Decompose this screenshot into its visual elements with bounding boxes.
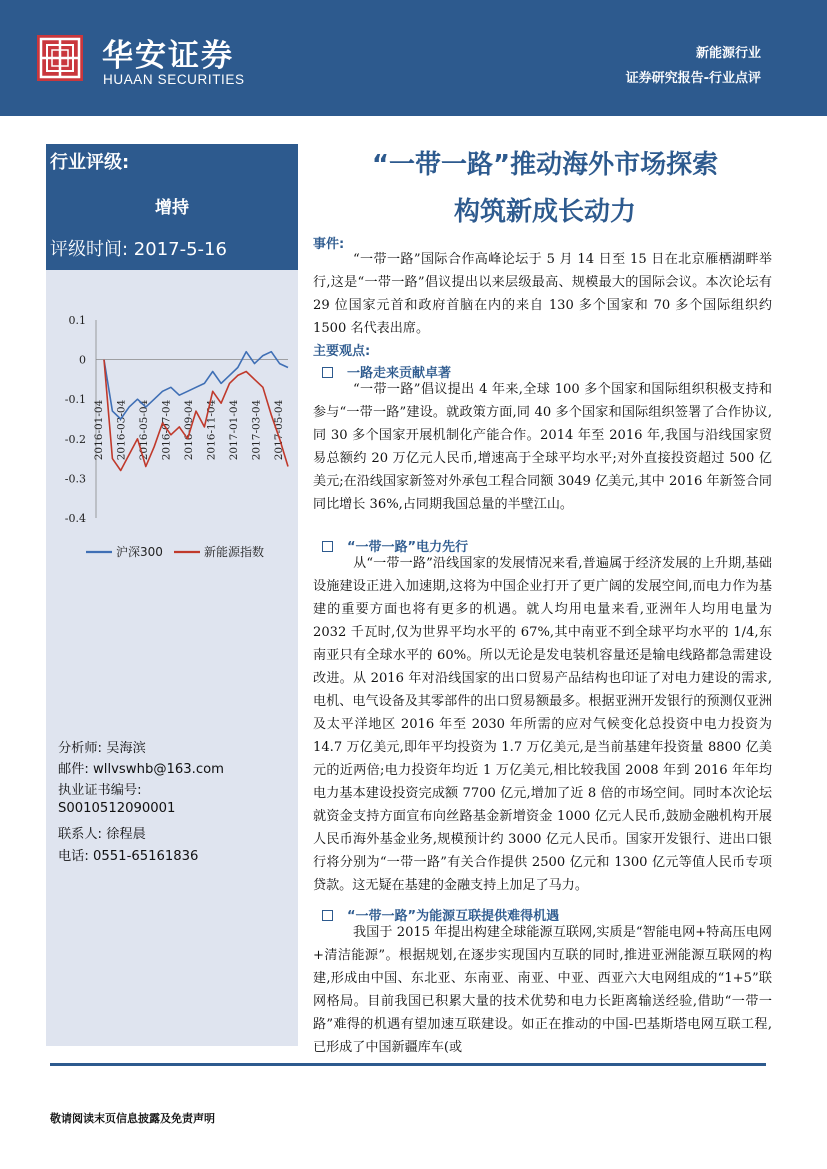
x-tick-label: 2017-03-04 bbox=[250, 399, 263, 461]
company-name-cn: 华安证券 bbox=[102, 38, 234, 74]
legend-label: 新能源指数 bbox=[204, 545, 265, 559]
x-tick-label: 2016-03-04 bbox=[115, 399, 128, 461]
cert-number: S0010512090001 bbox=[58, 801, 176, 816]
event-heading: 事件: bbox=[313, 237, 345, 252]
x-tick-label: 2016-11-04 bbox=[205, 399, 218, 461]
point2-paragraph: 从“一带一路”沿线国家的发展情况来看,普遍属于经济发展的上升期,基础设施建设正进入加速期,这将为中国企业打开了更广阔的发展空间,而电力作为基建的重要方面也将有更多的机遇。就人均用电量来看,亚洲年人均用电量为 2032 千瓦时,仅为世界平均水平的 67%,其中南亚不到全球平均水平的 1/4,东南亚只有全球水平的 60%。所以无论是发电装机容量还是输电线路都急需建设改进。从 2016 年对沿线国家的出口贸易产品结构也印证了对电力建设的需求,电机、电气设备及其零部件的出口贸易额最多。根据亚洲开发银行的预测仅亚洲及太平洋地区 2016 年至 2030 年所需的应对气候变化总投资中电力投资为 14.7 万亿美元,即年平均投资为 1.7 万亿美元,是当前基建年投资量 8800 亿美元的近两倍;电力投资年均近 1 万亿美元,相比较我国 2008 年到 2016 年年均电力基本建设投资完成额 7700 亿元,增加了近 8 倍的市场空间。同时本次论坛就资金支持方面宣布向丝路基金新增资金 1000 亿元人民币,鼓励金融机构开展人民币海外基金业务,规模预计约 3000 亿元人民币。国家开发银行、进出口银行将分别为“一带一路”有关合作提供 2500 亿元和 1300 亿元等值人民币专项贷款。这无疑在基建的金融支持上加足了马力。 bbox=[313, 556, 772, 893]
analyst-email: 邮件: wllvswhb@163.com bbox=[58, 762, 225, 777]
performance-chart bbox=[46, 300, 298, 575]
y-tick-label: -0.1 bbox=[64, 393, 86, 407]
report-title-line2: 构筑新成长动力 bbox=[453, 197, 636, 227]
footer-divider bbox=[50, 1063, 766, 1066]
contact-phone: 电话: 0551-65161836 bbox=[58, 849, 199, 864]
company-logo-icon bbox=[37, 35, 83, 81]
y-tick-label: -0.4 bbox=[64, 512, 86, 525]
x-tick-label: 2017-01-04 bbox=[228, 399, 240, 461]
x-tick-label: 2016-05-04 bbox=[138, 399, 150, 461]
sidebar-panel bbox=[46, 144, 298, 1046]
point3-heading: “一带一路”为能源互联提供难得机遇 bbox=[322, 905, 559, 924]
footer-disclaimer: 敬请阅读末页信息披露及免责声明 bbox=[50, 1112, 215, 1125]
point3-paragraph: 我国于 2015 年提出构建全球能源互联网,实质是“智能电网+特高压电网+清洁能源”。根据规划,在逐步实现国内互联的同时,推进亚洲能源互联网的构建,形成由中国、东北亚、东南亚、南亚、中亚、西亚六大电网组成的“1+5”联网格局。目前我国已积累大量的技术优势和电力长距离输送经验,借助“一带一路”难得的机遇有望加速互联建设。如正在推动的中国-巴基斯塔电网互联工程,已形成了中国新疆库车(或 bbox=[313, 925, 772, 1055]
report-title-line1: “一带一路”推动海外市场探索 bbox=[371, 150, 719, 180]
rating-time: 评级时间: 2017-5-16 bbox=[46, 226, 298, 270]
y-tick-label: 0 bbox=[79, 353, 86, 367]
checkbox-bullet-icon bbox=[322, 367, 333, 378]
event-paragraph: “一带一路”国际合作高峰论坛于 5 月 14 日至 15 日在北京雁栖湖畔举行,这是“一带一路”倡议提出以来层级最高、规模最大的国际会议。本次论坛有 29 位国家元首和政府首脑在内的来自 130 多个国家和 70 多个国际组织约 1500 名代表出席。 bbox=[313, 252, 772, 336]
page-header bbox=[0, 0, 827, 116]
x-tick-label: 2016-09-04 bbox=[183, 399, 195, 461]
cert-label: 执业证书编号: bbox=[58, 783, 142, 798]
x-tick-label: 2017-05-04 bbox=[273, 399, 285, 461]
analyst-name: 分析师: 吴海滨 bbox=[58, 741, 146, 756]
point1-heading: 一路走来贡献卓著 bbox=[322, 362, 451, 381]
contact-name: 联系人: 徐程晨 bbox=[58, 827, 146, 842]
report-sector: 新能源行业 bbox=[695, 46, 761, 61]
legend-label: 沪深300 bbox=[116, 545, 163, 559]
x-tick-label: 2016-01-04 bbox=[93, 399, 105, 461]
y-tick-label: -0.3 bbox=[64, 472, 86, 486]
y-tick-label: -0.2 bbox=[64, 432, 86, 446]
rating-value: 增持 bbox=[46, 182, 298, 226]
checkbox-bullet-icon bbox=[322, 910, 333, 921]
company-name-en: HUAAN SECURITIES bbox=[103, 72, 245, 87]
report-type: 证券研究报告-行业点评 bbox=[625, 71, 761, 86]
point2-heading: “一带一路”电力先行 bbox=[322, 536, 468, 555]
x-tick-label: 2016-07-04 bbox=[160, 399, 173, 461]
views-heading: 主要观点: bbox=[313, 344, 371, 359]
checkbox-bullet-icon bbox=[322, 541, 333, 552]
y-tick-label: 0.1 bbox=[68, 314, 86, 327]
point1-paragraph: “一带一路”倡议提出 4 年来,全球 100 多个国家和国际组织积极支持和参与“一带一路”建设。就政策方面,同 40 多个国家和国际组织签署了合作协议,同 30 多个国家开展机制化产能合作。2014 年至 2016 年,我国与沿线国家贸易总额约 20 万亿元人民币,增速高于全球平均水平;对外直接投资超过 500 亿美元;在沿线国家新签对外承包工程合同额 3049 亿美元,其中 2016 年新签合同同比增长 36%,占同期我国总量的半壁江山。 bbox=[313, 382, 772, 512]
rating-label: 行业评级: bbox=[46, 144, 298, 182]
